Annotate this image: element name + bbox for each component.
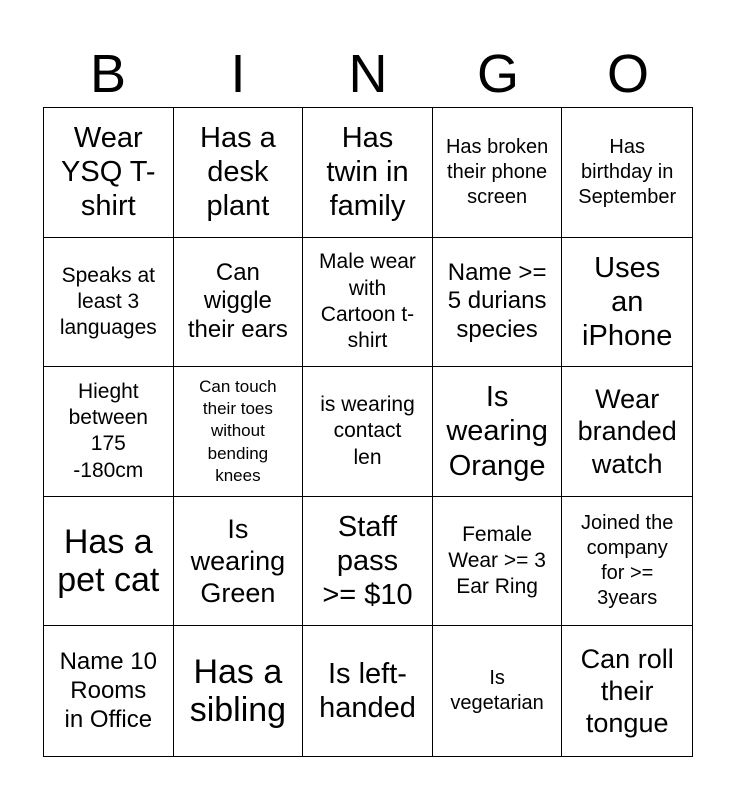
bingo-cell[interactable] bbox=[303, 497, 433, 627]
bingo-cell-text: Staff pass >= $10 bbox=[322, 510, 413, 612]
header-letter-n: N bbox=[348, 44, 388, 104]
bingo-cell-text: Wear branded watch bbox=[577, 383, 677, 479]
bingo-cell-text: Has birthday in September bbox=[578, 135, 677, 208]
bingo-cell[interactable] bbox=[303, 367, 433, 497]
bingo-cell-text: Can roll their tongue bbox=[580, 643, 674, 739]
bingo-cell[interactable] bbox=[562, 626, 692, 756]
header-letter-o: O bbox=[606, 44, 649, 104]
bingo-cell[interactable] bbox=[44, 367, 174, 497]
bingo-cell[interactable] bbox=[174, 626, 304, 756]
bingo-cell[interactable] bbox=[44, 238, 174, 368]
bingo-cell[interactable] bbox=[174, 108, 304, 238]
bingo-cell[interactable] bbox=[433, 626, 563, 756]
bingo-header bbox=[43, 40, 693, 108]
bingo-cell-text: Can touch their toes without bending knees bbox=[199, 377, 277, 485]
bingo-cell[interactable] bbox=[562, 497, 692, 627]
bingo-cell-text: Is wearing Green bbox=[190, 513, 286, 609]
bingo-cell[interactable] bbox=[433, 367, 563, 497]
bingo-cell-text: Name >= 5 durians species bbox=[447, 258, 547, 344]
bingo-cell-text: Joined the company for >= 3years bbox=[581, 511, 674, 610]
header-letter-i: I bbox=[230, 44, 246, 104]
bingo-cell-text: Male wear with Cartoon t- shirt bbox=[319, 250, 416, 353]
bingo-cell[interactable] bbox=[562, 367, 692, 497]
bingo-cell-text: Name 10 Rooms in Office bbox=[59, 648, 157, 733]
bingo-cell-text: Is left- handed bbox=[319, 657, 416, 725]
header-letter-g: G bbox=[476, 44, 519, 104]
bingo-cell-text: Speaks at least 3 languages bbox=[59, 263, 157, 340]
bingo-cell[interactable] bbox=[174, 238, 304, 368]
bingo-cell-text: Is wearing Orange bbox=[446, 381, 548, 482]
bingo-cell[interactable] bbox=[44, 626, 174, 756]
bingo-cell-text: Has a sibling bbox=[189, 653, 287, 730]
bingo-cell[interactable] bbox=[303, 238, 433, 368]
bingo-card-grid bbox=[43, 107, 693, 757]
bingo-cell[interactable] bbox=[303, 626, 433, 756]
bingo-cell[interactable] bbox=[562, 108, 692, 238]
bingo-cell[interactable] bbox=[433, 238, 563, 368]
bingo-cell[interactable] bbox=[174, 497, 304, 627]
bingo-cell-text: Has twin in family bbox=[326, 121, 409, 223]
bingo-cell[interactable] bbox=[433, 497, 563, 627]
bingo-cell[interactable] bbox=[303, 108, 433, 238]
header-letter-b: B bbox=[89, 44, 127, 104]
bingo-cell-text: Has a pet cat bbox=[57, 523, 160, 600]
bingo-cell[interactable] bbox=[562, 238, 692, 368]
bingo-cell-text: Female Wear >= 3 Ear Ring bbox=[448, 522, 546, 599]
bingo-cell[interactable] bbox=[44, 108, 174, 238]
bingo-cell-text: Is vegetarian bbox=[450, 667, 544, 715]
bingo-cell-text: Hieght between 175 -180cm bbox=[68, 379, 148, 482]
bingo-cell-text: Has a desk plant bbox=[200, 121, 276, 223]
bingo-cell-text: Has broken their phone screen bbox=[445, 135, 549, 208]
bingo-cell-text: Can wiggle their ears bbox=[187, 258, 288, 344]
bingo-cell[interactable] bbox=[174, 367, 304, 497]
bingo-cell-text: Uses an iPhone bbox=[582, 251, 673, 352]
bingo-cell-text: is wearing contact len bbox=[320, 393, 415, 469]
bingo-cell-text: Wear YSQ T- shirt bbox=[61, 121, 156, 223]
bingo-cell[interactable] bbox=[433, 108, 563, 238]
bingo-cell[interactable] bbox=[44, 497, 174, 627]
